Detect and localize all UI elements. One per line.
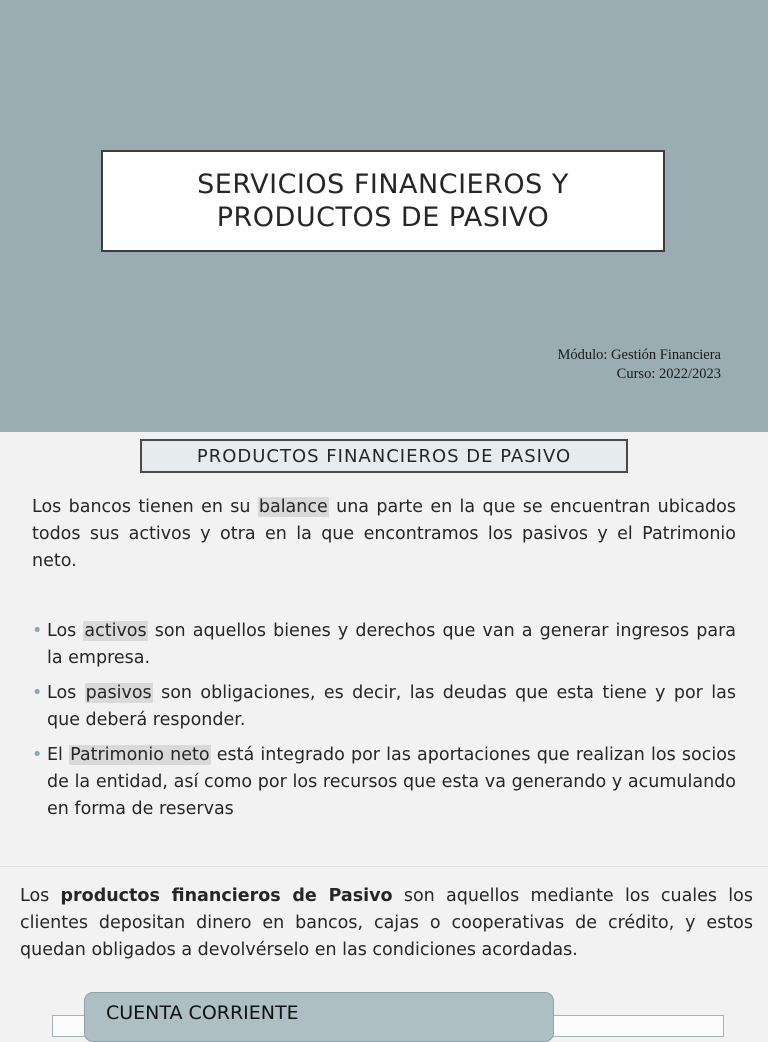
highlight-balance: balance — [258, 497, 328, 517]
bullet-text-end: está integrado por las aportaciones que realizan los socios de la entidad, así como por los recursos que esta va generando y acumulando en forma de reservas — [47, 745, 737, 819]
module-label: Módulo: Gestión Financiera — [557, 347, 721, 363]
title-box — [101, 150, 665, 252]
slide-title: SERVICIOS FINANCIEROS Y PRODUCTOS DE PASIVO — [197, 169, 569, 233]
bullet-list — [32, 618, 736, 831]
slide-meta — [557, 346, 721, 384]
definition-slide — [0, 866, 768, 1025]
bullet-text-start: El — [47, 745, 70, 765]
bullet-text-end: son aquellos bienes y derechos que van a generar ingresos para la empresa. — [47, 621, 736, 668]
definition-text-end: son aquellos mediante los cuales los clientes depositan dinero en bancos, cajas o cooperativas de crédito, y estos quedan obligados a devolvérselo en las condiciones acordadas. — [20, 886, 753, 960]
bullet-text-end: son obligaciones, es decir, las deudas que esta tiene y por las que deberá responder. — [47, 683, 736, 730]
bullet-item — [32, 618, 736, 672]
intro-text-start: Los bancos tienen en su — [32, 497, 258, 517]
bullet-dot-icon: • — [32, 683, 43, 703]
definition-text-start: Los — [20, 886, 61, 906]
card-title: CUENTA CORRIENTE — [106, 1002, 299, 1024]
bullet-item — [32, 742, 736, 823]
definition-paragraph — [20, 883, 753, 964]
cuenta-corriente-card — [84, 992, 554, 1042]
highlight-term: activos — [84, 621, 147, 641]
title-slide — [0, 0, 768, 432]
highlight-term: Patrimonio neto — [70, 745, 210, 765]
section-heading-box — [140, 439, 628, 473]
bullet-dot-icon: • — [32, 745, 43, 765]
highlight-term: pasivos — [85, 683, 152, 703]
bullet-text-start: Los — [47, 621, 84, 641]
section-heading: PRODUCTOS FINANCIEROS DE PASIVO — [196, 445, 572, 467]
bullet-item — [32, 680, 736, 734]
intro-text-end: una parte en la que se encuentran ubicados todos sus activos y otra en la que encontramos los pasivos y el Patrimonio neto. — [32, 497, 736, 571]
bullet-text-start: Los — [47, 683, 85, 703]
bullet-dot-icon: • — [32, 621, 43, 641]
definition-term: productos financieros de Pasivo — [60, 886, 393, 906]
intro-paragraph — [32, 494, 736, 575]
content-slide — [0, 432, 768, 864]
course-label: Curso: 2022/2023 — [616, 366, 721, 382]
